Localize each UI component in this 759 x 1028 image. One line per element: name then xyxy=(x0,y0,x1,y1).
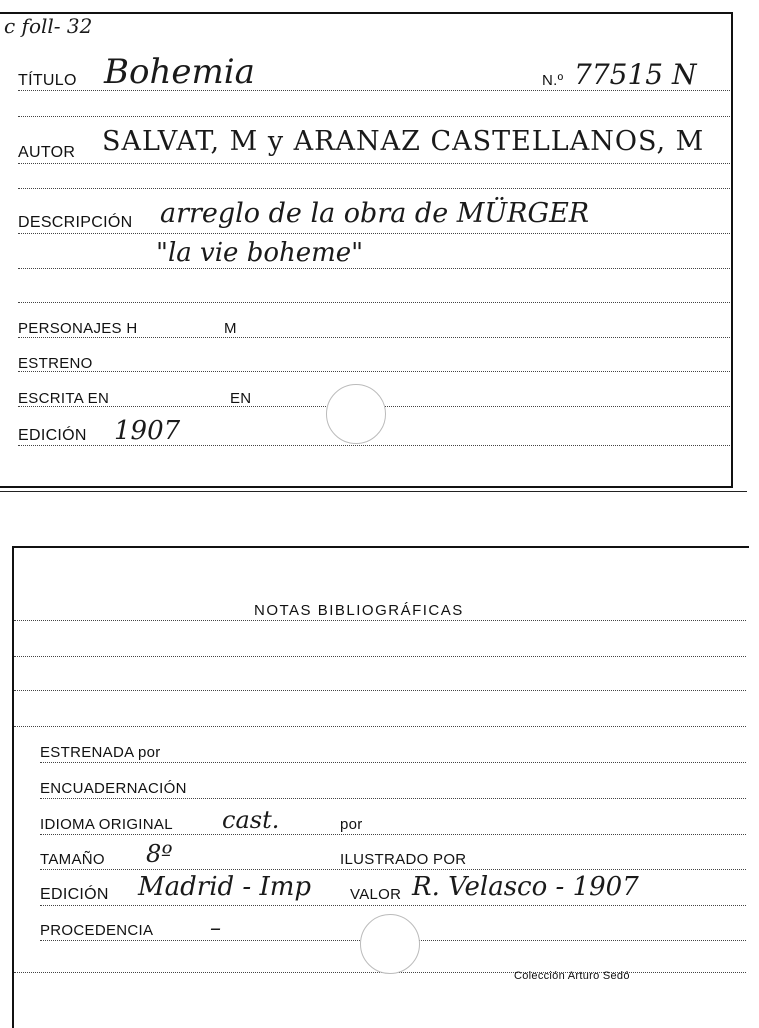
notas-heading: NOTAS BIBLIOGRÁFICAS xyxy=(254,602,464,619)
rule-b3 xyxy=(14,690,746,691)
edicion-value-2: R. Velasco - 1907 xyxy=(412,872,639,902)
tamano-label: TAMAÑO xyxy=(40,851,105,868)
edicion-label-top: EDICIÓN xyxy=(18,427,87,444)
autor-value: SALVAT, M y ARANAZ CASTELLANOS, M xyxy=(102,126,705,157)
idioma-por-label: por xyxy=(340,816,363,833)
estrenada-rule xyxy=(40,762,746,763)
titulo-rule xyxy=(18,90,730,91)
encuadernacion-label: ENCUADERNACIÓN xyxy=(40,780,187,797)
idioma-label: IDIOMA ORIGINAL xyxy=(40,816,173,833)
descripcion-line2: "la vie boheme" xyxy=(156,238,364,268)
rule-b4 xyxy=(14,726,746,727)
rule-7 xyxy=(18,302,730,303)
encuadernacion-rule xyxy=(40,798,746,799)
tamano-rule xyxy=(40,869,746,870)
edicion-rule-top xyxy=(18,445,730,446)
rule-b2 xyxy=(14,656,746,657)
procedencia-label: PROCEDENCIA xyxy=(40,922,154,939)
personajes-label: PERSONAJES H xyxy=(18,320,138,337)
titulo-value: Bohemia xyxy=(104,52,255,92)
descripcion-rule xyxy=(18,233,730,234)
catalog-mark: c foll- 32 xyxy=(4,14,93,38)
descripcion-label: DESCRIPCIÓN xyxy=(18,214,133,231)
punch-hole-top xyxy=(326,384,386,444)
numero-value: 77515 N xyxy=(574,58,697,91)
procedencia-value: – xyxy=(210,916,221,941)
tamano-value: 8º xyxy=(146,840,173,868)
valor-label: VALOR xyxy=(350,886,402,903)
edicion-label-bottom: EDICIÓN xyxy=(40,886,109,903)
autor-rule xyxy=(18,163,730,164)
edicion-value-1: Madrid - Imp xyxy=(138,872,312,902)
estreno-rule xyxy=(18,371,730,372)
estreno-label: ESTRENO xyxy=(18,355,93,372)
rule-2 xyxy=(18,116,730,117)
coleccion-stamp: Colección Arturo Sedó xyxy=(514,970,630,982)
numero-label: N.º xyxy=(542,72,564,89)
autor-label: AUTOR xyxy=(18,144,76,161)
ilustrado-label: ILUSTRADO POR xyxy=(340,851,467,868)
titulo-label: TÍTULO xyxy=(18,72,77,89)
personajes-m-label: M xyxy=(224,320,237,337)
personajes-rule xyxy=(18,337,730,338)
rule-b1 xyxy=(14,620,746,621)
idioma-rule xyxy=(40,834,746,835)
estrenada-label: ESTRENADA por xyxy=(40,744,161,761)
rule-4 xyxy=(18,188,730,189)
escrita-en-label: ESCRITA EN xyxy=(18,390,110,407)
idioma-value: cast. xyxy=(222,806,280,834)
escrita-en-label-2: EN xyxy=(230,390,252,407)
card-separator xyxy=(0,491,747,492)
punch-hole-bottom xyxy=(360,914,420,974)
descripcion-line1: arreglo de la obra de MÜRGER xyxy=(160,198,590,229)
edicion-value-top: 1907 xyxy=(114,416,181,446)
rule-6 xyxy=(18,268,730,269)
edicion-rule-bottom xyxy=(40,905,746,906)
